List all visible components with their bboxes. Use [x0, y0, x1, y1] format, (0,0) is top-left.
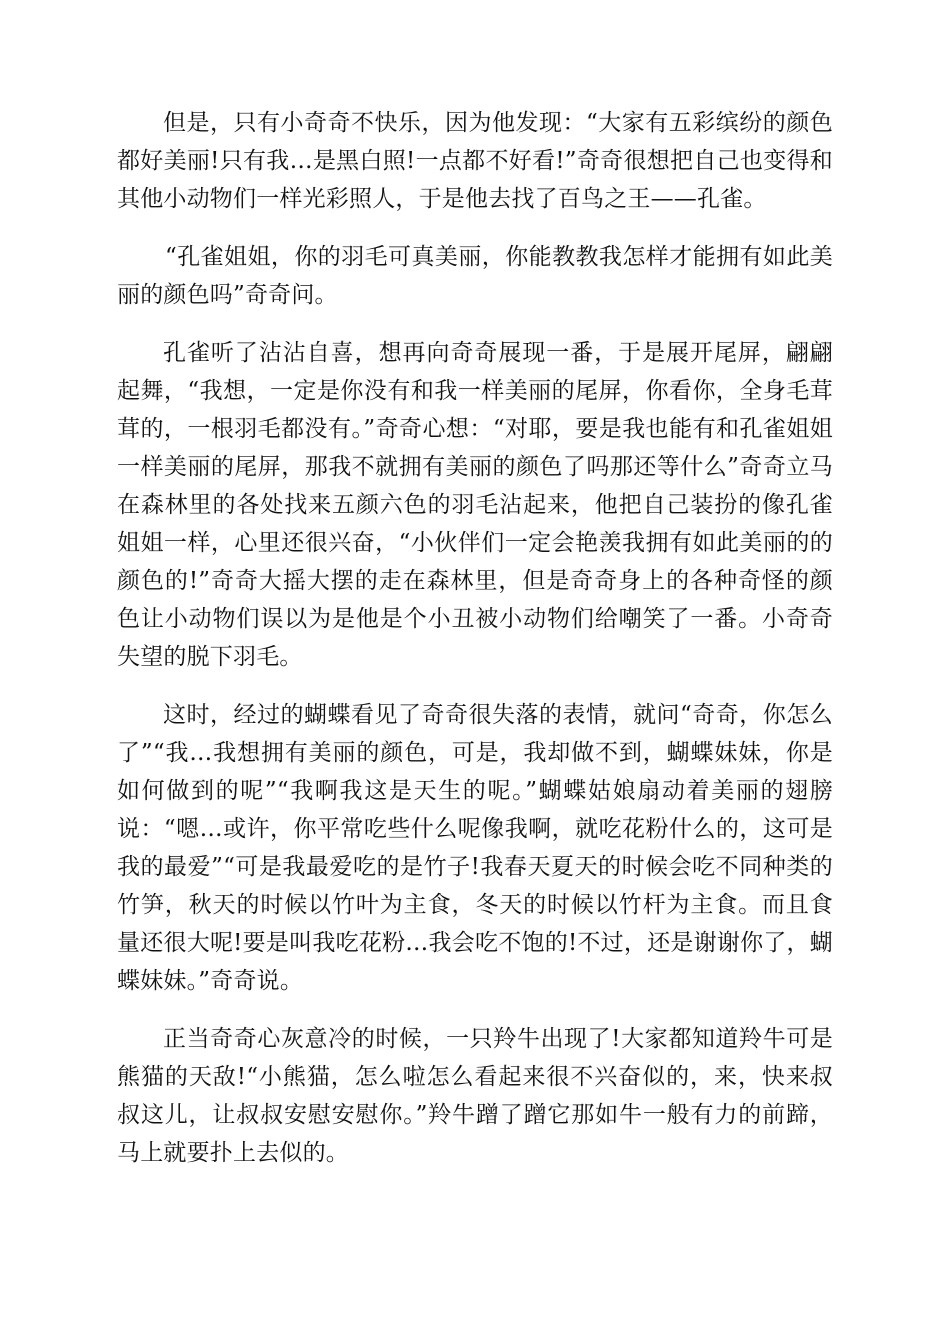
paragraph-4: 这时，经过的蝴蝶看见了奇奇很失落的表情，就问“奇奇，你怎么了”“我…我想拥有美丽的颜色，可是，我却做不到，蝴蝶妹妹，你是如何做到的呢”“我啊我这是天生的呢。”蝴蝶姑娘扇动着美丽的翅膀说：“嗯…或许，你平常吃些什么呢像我啊，就吃花粉什么的，这可是我的最爱”“可是我最爱吃的是竹子!我春天夏天的时候会吃不同种类的竹笋，秋天的时候以竹叶为主食，冬天的时候以竹杆为主食。而且食量还很大呢!要是叫我吃花粉…我会吃不饱的!不过，还是谢谢你了，蝴蝶妹妹。”奇奇说。	[117, 702, 833, 994]
paragraph-5: 正当奇奇心灰意冷的时候，一只羚牛出现了!大家都知道羚牛可是熊猫的天敌!“小熊猫，怎么啦怎么看起来很不兴奋似的，来，快来叔叔这儿，让叔叔安慰安慰你。”羚牛蹭了蹭它那如牛一般有力的前蹄，马上就要扑上去似的。	[117, 1026, 833, 1166]
paragraph-3: 孔雀听了沾沾自喜，想再向奇奇展现一番，于是展开尾屏，翩翩起舞，“我想，一定是你没有和我一样美丽的尾屏，你看你，全身毛茸茸的，一根羽毛都没有。”奇奇心想：“对耶，要是我也能有和孔雀姐姐一样美丽的尾屏，那我不就拥有美丽的颜色了吗那还等什么”奇奇立马在森林里的各处找来五颜六色的羽毛沾起来，他把自己装扮的像孔雀姐姐一样，心里还很兴奋，“小伙伴们一定会艳羡我拥有如此美丽的的颜色的!”奇奇大摇大摆的走在森林里，但是奇奇身上的各种奇怪的颜色让小动物们误以为是他是个小丑被小动物们给嘲笑了一番。小奇奇失望的脱下羽毛。	[117, 340, 833, 670]
paragraph-1: 但是，只有小奇奇不快乐，因为他发现：“大家有五彩缤纷的颜色都好美丽!只有我…是黑白照!一点都不好看!”奇奇很想把自己也变得和其他小动物们一样光彩照人，于是他去找了百鸟之王——孔雀。	[117, 110, 833, 212]
document-body	[117, 104, 833, 1192]
paragraph-2: “孔雀姐姐，你的羽毛可真美丽，你能教教我怎样才能拥有如此美丽的颜色吗”奇奇问。	[117, 244, 833, 308]
